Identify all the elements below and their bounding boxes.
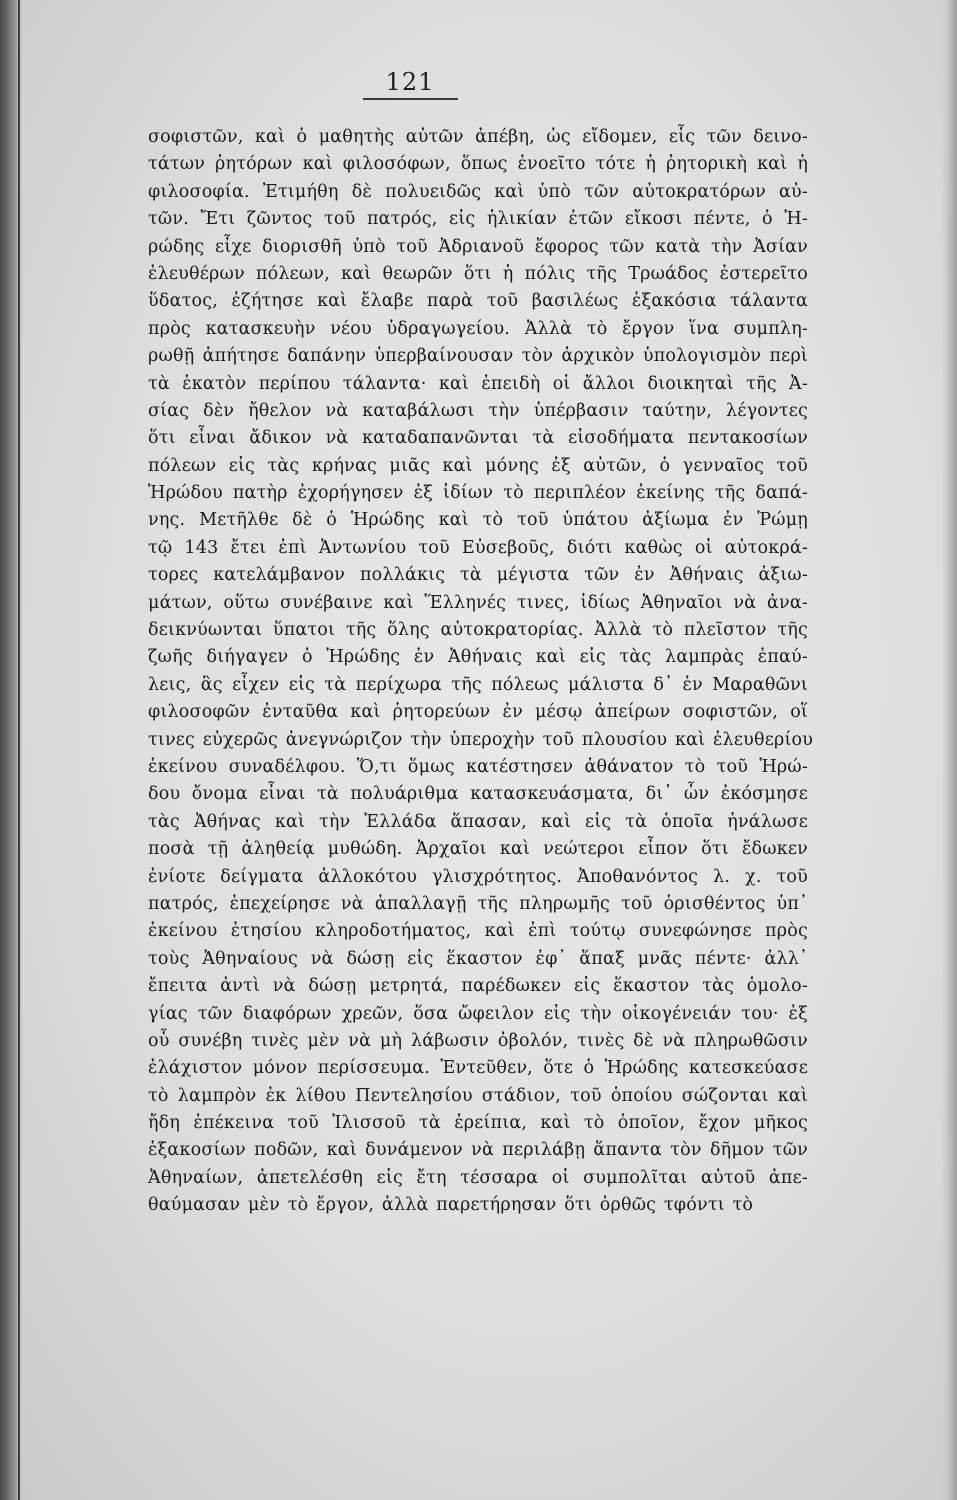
text-line: ἐλευθέρων πόλεων, καὶ θεωρῶν ὅτι ἡ πόλις τῆς Τρωάδος ἐστερεῖτο [148,263,808,284]
text-line: ρώδης εἶχε διορισθῆ ὑπὸ τοῦ Ἀδριανοῦ ἔφορος τῶν κατὰ τὴν Ἀσίαν [148,236,808,257]
page-right-edge-shadow [941,0,957,1500]
text-line: ὕδατος, ἐζήτησε καὶ ἔλαβε παρὰ τοῦ βασιλέως ἑξακόσια τάλαντα [148,291,808,312]
text-line: τὰ ἑκατὸν περίπου τάλαντα· καὶ ἐπειδὴ οἱ ἄλλοι διοικηταὶ τῆς Ἀ- [148,373,808,394]
text-line: φιλοσοφῶν ἐνταῦθα καὶ ῥητορεύων ἐν μέσῳ ἀπείρων σοφιστῶν, οἵ [148,702,808,723]
text-line: ποσὰ τῇ ἀληθείᾳ μυθώδη. Ἀρχαῖοι καὶ νεώτεροι εἶπον ὅτι ἔδωκεν [148,839,808,860]
text-line: τὸ λαμπρὸν ἐκ λίθου Πεντελησίου στάδιον, τοῦ ὁποίου σώζονται καὶ [148,1085,808,1106]
page-number: 121 [385,68,435,96]
text-line: Ἀθηναίων, ἀπετελέσθη εἰς ἔτη τέσσαρα οἱ συμπολῖται αὐτοῦ ἀπε- [148,1167,808,1188]
text-line: θαύμασαν μὲν τὸ ἔργον, ἀλλὰ παρετήρησαν ὅτι ὀρθῶς τφόντι τὸ [148,1195,754,1216]
text-line: δεικνύωνται ὕπατοι τῆς ὅλης αὐτοκρατορίας. Ἀλλὰ τὸ πλεῖστον τῆς [148,620,808,641]
text-line: νης. Μετῆλθε δὲ ὁ Ἡρώδης καὶ τὸ τοῦ ὑπάτου ἀξίωμα ἐν Ῥώμῃ [148,510,808,531]
body-text [148,124,814,1220]
text-line: ρωθῇ ἀπήτησε δαπάνην ὑπερβαίνουσαν τὸν ἀρχικὸν ὑπολογισμὸν περὶ [148,346,808,367]
text-line: Ἡρώδου πατὴρ ἐχορήγησεν ἐξ ἰδίων τὸ περιπλέον ἐκείνης τῆς δαπά- [148,483,808,504]
text-line: τορες κατελάμβανον πολλάκις τὰ μέγιστα τῶν ἐν Ἀθήναις ἀξιω- [148,565,808,586]
text-line: τινες εὐχερῶς ἀνεγνώριζον τὴν ὑπεροχὴν τοῦ πλουσίου καὶ ἐλευθερίου [148,729,814,750]
page-number-rule [363,98,458,100]
page-left-edge-shadow [0,0,22,1500]
text-line: σίας δὲν ἤθελον νὰ καταβάλωσι τὴν ὑπέρβασιν ταύτην, λέγοντες [148,400,808,421]
text-line: γίας τῶν διαφόρων χρεῶν, ὅσα ὤφειλον εἰς τὴν οἰκογένειάν του· ἐξ [148,1003,808,1024]
text-line: τὰς Ἀθήνας καὶ τὴν Ἑλλάδα ἅπασαν, καὶ εἰς τὰ ὁποῖα ἠνάλωσε [148,811,808,832]
text-line: δου ὄνομα εἶναι τὰ πολυάριθμα κατασκευάσματα, δι᾽ ὧν ἐκόσμησε [148,784,808,805]
text-line: πόλεων εἰς τὰς κρήνας μιᾶς καὶ μόνης ἐξ αὐτῶν, ὁ γενναῖος τοῦ [148,455,808,476]
text-line: ἐλάχιστον μόνον περίσσευμα. Ἐντεῦθεν, ὅτε ὁ Ἡρώδης κατεσκεύασε [148,1058,808,1079]
text-line: πατρός, ἐπεχείρησε νὰ ἀπαλλαγῇ τῆς πληρωμῆς τοῦ ὁρισθέντος ὑπ᾽ [148,893,808,914]
text-line: ζωῆς διήγαγεν ὁ Ἡρώδης ἐν Ἀθήναις καὶ εἰς τὰς λαμπρὰς ἐπαύ- [148,647,808,668]
text-line: πρὸς κατασκευὴν νέου ὑδραγωγείου. Ἀλλὰ τὸ ἔργον ἵνα συμπλη- [148,318,808,339]
text-line: ἐνίοτε δείγματα ἀλλοκότου γλισχρότητος. Ἀποθανόντος λ. χ. τοῦ [148,866,808,887]
text-line: τάτων ῥητόρων καὶ φιλοσόφων, ὅπως ἐνοεῖτο τότε ἡ ῥητορικὴ καὶ ἡ [148,154,808,175]
text-line: ὅτι εἶναι ἄδικον νὰ καταδαπανῶνται τὰ εἰσοδήματα πεντακοσίων [148,428,808,449]
text-line: ἤδη ἐπέκεινα τοῦ Ἰλισσοῦ τὰ ἐρείπια, καὶ τὸ ὁποῖον, ἔχον μῆκος [148,1113,808,1134]
text-line: ἔπειτα ἀντὶ νὰ δώσῃ μετρητά, παρέδωκεν εἰς ἕκαστον τὰς ὁμολο- [148,976,808,997]
text-line: τοὺς Ἀθηναίους νὰ δώσῃ εἰς ἕκαστον ἐφ᾽ ἅπαξ μνᾶς πέντε· ἀλλ᾽ [148,948,808,969]
text-line: ἐκείνου συναδέλφου. Ὅ,τι ὅμως κατέστησεν ἀθάνατον τὸ τοῦ Ἡρώ- [148,756,808,777]
text-line: λεις, ἃς εἶχεν εἰς τὰ περίχωρα τῆς πόλεως μάλιστα δ᾽ ἐν Μαραθῶνι [148,674,808,695]
text-line: ἑξακοσίων ποδῶν, καὶ δυνάμενον νὰ περιλάβῃ ἅπαντα τὸν δῆμον τῶν [148,1140,808,1161]
text-line: ἐκείνου ἐτησίου κληροδοτήματος, καὶ ἐπὶ τούτῳ συνεφώνησε πρὸς [148,921,808,942]
text-line: οὗ συνέβη τινὲς μὲν νὰ μὴ λάβωσιν ὀβολόν, τινὲς δὲ νὰ πληρωθῶσιν [148,1030,808,1051]
text-line: τῶν. Ἔτι ζῶντος τοῦ πατρός, εἰς ἡλικίαν ἐτῶν εἴκοσι πέντε, ὁ Ἡ- [148,209,808,230]
text-line: τῷ 143 ἔτει ἐπὶ Ἀντωνίου τοῦ Εὐσεβοῦς, διότι καθὼς οἱ αὐτοκρά- [148,537,808,558]
text-line: σοφιστῶν, καὶ ὁ μαθητὴς αὐτῶν ἀπέβη, ὡς εἴδομεν, εἷς τῶν δεινο- [148,127,808,147]
text-line: μάτων, οὕτω συνέβαινε καὶ Ἕλληνές τινες, ἰδίως Ἀθηναῖοι νὰ ἀνα- [148,592,808,613]
text-line: φιλοσοφία. Ἐτιμήθη δὲ πολυειδῶς καὶ ὑπὸ τῶν αὐτοκρατόρων αὐ- [148,181,808,202]
